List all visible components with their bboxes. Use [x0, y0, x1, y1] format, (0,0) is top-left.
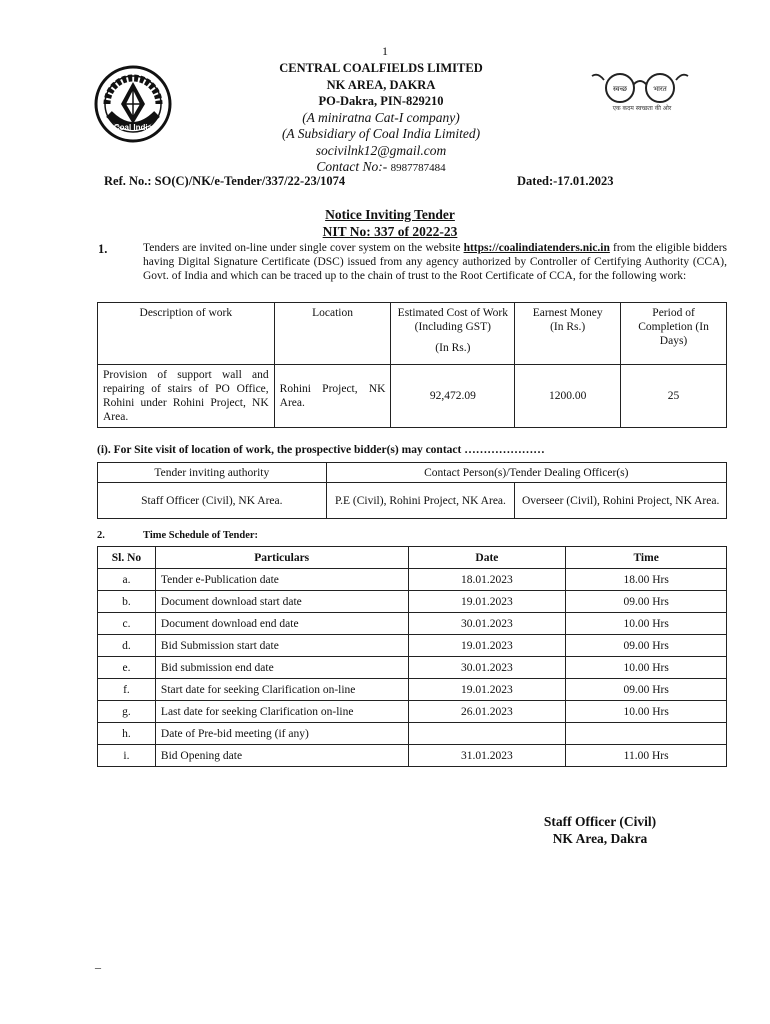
header-description: Description of work — [98, 303, 275, 365]
schedule-time: 09.00 Hrs — [566, 591, 727, 613]
signatory-area: NK Area, Dakra — [552, 831, 648, 846]
table-row — [98, 723, 727, 745]
work-estimated-cost: 92,472.09 — [391, 365, 515, 428]
table-row — [98, 657, 727, 679]
schedule-date: 30.01.2023 — [408, 613, 566, 635]
schedule-particulars: Document download start date — [155, 591, 408, 613]
coal-india-logo — [93, 64, 173, 144]
coal-india-emblem-icon — [93, 64, 173, 144]
schedule-header-row — [98, 547, 727, 569]
swachh-logo-caption: एक कदम स्वच्छता की ओर — [612, 105, 672, 112]
schedule-sl: c. — [98, 613, 156, 635]
footer-mark: _ — [95, 956, 101, 970]
header-emd-line1: Earnest Money — [532, 307, 603, 319]
schedule-time — [566, 723, 727, 745]
work-details-table — [97, 302, 727, 428]
schedule-particulars: Bid submission end date — [155, 657, 408, 679]
signature-block — [520, 813, 680, 847]
tender-invitation-paragraph — [143, 241, 727, 283]
section2-title: Time Schedule of Tender: — [143, 530, 259, 541]
schedule-time: 09.00 Hrs — [566, 679, 727, 701]
swachh-bharat-spectacles-icon — [590, 70, 690, 106]
header-tender-authority: Tender inviting authority — [98, 463, 327, 483]
address: PO-Dakra, PIN-829210 — [318, 94, 444, 108]
schedule-date: 19.01.2023 — [408, 679, 566, 701]
header-emd-line2: (In Rs.) — [550, 321, 586, 333]
work-table-row — [98, 365, 727, 428]
tender-website-link[interactable]: https://coalindiatenders.nic.in — [463, 242, 610, 254]
contact-person-1: P.E (Civil), Rohini Project, NK Area. — [326, 483, 515, 519]
nit-number: NIT No: 337 of 2022-23 — [322, 224, 458, 239]
header-earnest-money — [515, 303, 621, 365]
notice-title — [0, 206, 770, 240]
schedule-sl: e. — [98, 657, 156, 679]
schedule-particulars: Document download end date — [155, 613, 408, 635]
reference-number: Ref. No.: SO(C)/NK/e-Tender/337/22-23/1074 — [104, 174, 346, 188]
work-location: Rohini Project, NK Area. — [274, 365, 391, 428]
header-time: Time — [566, 547, 727, 569]
schedule-particulars: Bid Opening date — [155, 745, 408, 767]
signatory-designation: Staff Officer (Civil) — [543, 814, 657, 829]
header-period-line2: Completion (In — [638, 321, 709, 333]
header-period-line3: Days) — [659, 335, 688, 347]
header-contact-person: Contact Person(s)/Tender Dealing Officer(s) — [326, 463, 726, 483]
para-text-after: from the eligible bidders having Digital Signature Certificate (DSC) issued from any agency authorized by Controller of Certifying Authority (CCA), Govt. of India and which can be traced up to the chain of trust to the Root Certificate of CCA, for the following work: — [143, 242, 728, 282]
schedule-date: 18.01.2023 — [408, 569, 566, 591]
schedule-particulars: Tender e-Publication date — [155, 569, 408, 591]
contact-table-row — [98, 483, 727, 519]
tender-authority: Staff Officer (Civil), NK Area. — [98, 483, 327, 519]
time-schedule-table — [97, 546, 727, 767]
site-visit-note: (i). For Site visit of location of work, the prospective bidder(s) may contact ………………… — [97, 444, 545, 456]
schedule-sl: i. — [98, 745, 156, 767]
schedule-sl: a. — [98, 569, 156, 591]
schedule-date: 26.01.2023 — [408, 701, 566, 723]
schedule-particulars: Date of Pre-bid meeting (if any) — [155, 723, 408, 745]
contact-label: Contact No:- — [316, 159, 388, 174]
schedule-time: 10.00 Hrs — [566, 657, 727, 679]
para-number: 1. — [98, 242, 108, 256]
company-type: (A miniratna Cat-I company) — [302, 109, 460, 125]
company-name: CENTRAL COALFIELDS LIMITED — [279, 61, 483, 75]
schedule-sl: d. — [98, 635, 156, 657]
schedule-time: 11.00 Hrs — [566, 745, 727, 767]
table-row — [98, 701, 727, 723]
schedule-date: 30.01.2023 — [408, 657, 566, 679]
work-description: Provision of support wall and repairing of stairs of PO Office, Rohini under Rohini Project, NK Area. — [98, 365, 275, 428]
email: socivilnk12@gmail.com — [315, 142, 447, 158]
letterhead — [200, 60, 562, 177]
schedule-sl: f. — [98, 679, 156, 701]
subsidiary: (A Subsidiary of Coal India Limited) — [281, 126, 481, 141]
table-row — [98, 613, 727, 635]
area-name: NK AREA, DAKRA — [326, 77, 436, 92]
schedule-date: 31.01.2023 — [408, 745, 566, 767]
header-period-line1: Period of — [652, 307, 695, 319]
schedule-time: 09.00 Hrs — [566, 635, 727, 657]
table-row — [98, 591, 727, 613]
schedule-time: 10.00 Hrs — [566, 613, 727, 635]
table-row — [98, 635, 727, 657]
table-row — [98, 745, 727, 767]
table-row — [98, 679, 727, 701]
header-location: Location — [274, 303, 391, 365]
notice-heading: Notice Inviting Tender — [325, 207, 455, 222]
swachh-logo-text-left: स्वच्छ — [612, 85, 628, 93]
header-particulars: Particulars — [155, 547, 408, 569]
schedule-date: 19.01.2023 — [408, 635, 566, 657]
para-text-before: Tenders are invited on-line under single cover system on the website — [143, 242, 464, 254]
schedule-sl: b. — [98, 591, 156, 613]
contact-number: 8987787484 — [390, 162, 446, 174]
contact-person-2: Overseer (Civil), Rohini Project, NK Area. — [515, 483, 727, 519]
schedule-particulars: Last date for seeking Clarification on-line — [155, 701, 408, 723]
table-row — [98, 569, 727, 591]
contact-table-header-row — [98, 463, 727, 483]
work-table-header-row — [98, 303, 727, 365]
swachh-logo-text-right: भारत — [653, 85, 667, 93]
schedule-time: 18.00 Hrs — [566, 569, 727, 591]
header-cost-line1: Estimated Cost of Work — [397, 307, 509, 319]
work-period: 25 — [621, 365, 727, 428]
schedule-date: 19.01.2023 — [408, 591, 566, 613]
schedule-particulars: Bid Submission start date — [155, 635, 408, 657]
section2-number: 2. — [97, 530, 105, 541]
schedule-time: 10.00 Hrs — [566, 701, 727, 723]
schedule-body — [98, 569, 727, 767]
schedule-sl: g. — [98, 701, 156, 723]
contact-table — [97, 462, 727, 519]
header-period — [621, 303, 727, 365]
page-number: 1 — [382, 44, 388, 58]
header-estimated-cost — [391, 303, 515, 365]
work-earnest-money: 1200.00 — [515, 365, 621, 428]
schedule-date — [408, 723, 566, 745]
header-cost-line2: (Including GST) — [414, 321, 492, 333]
dated: Dated:-17.01.2023 — [517, 174, 614, 188]
header-cost-line3: (In Rs.) — [435, 342, 471, 354]
header-date: Date — [408, 547, 566, 569]
schedule-sl: h. — [98, 723, 156, 745]
schedule-particulars: Start date for seeking Clarification on-line — [155, 679, 408, 701]
header-sl-no: Sl. No — [98, 547, 156, 569]
coal-india-logo-text: Coal India — [113, 123, 153, 132]
